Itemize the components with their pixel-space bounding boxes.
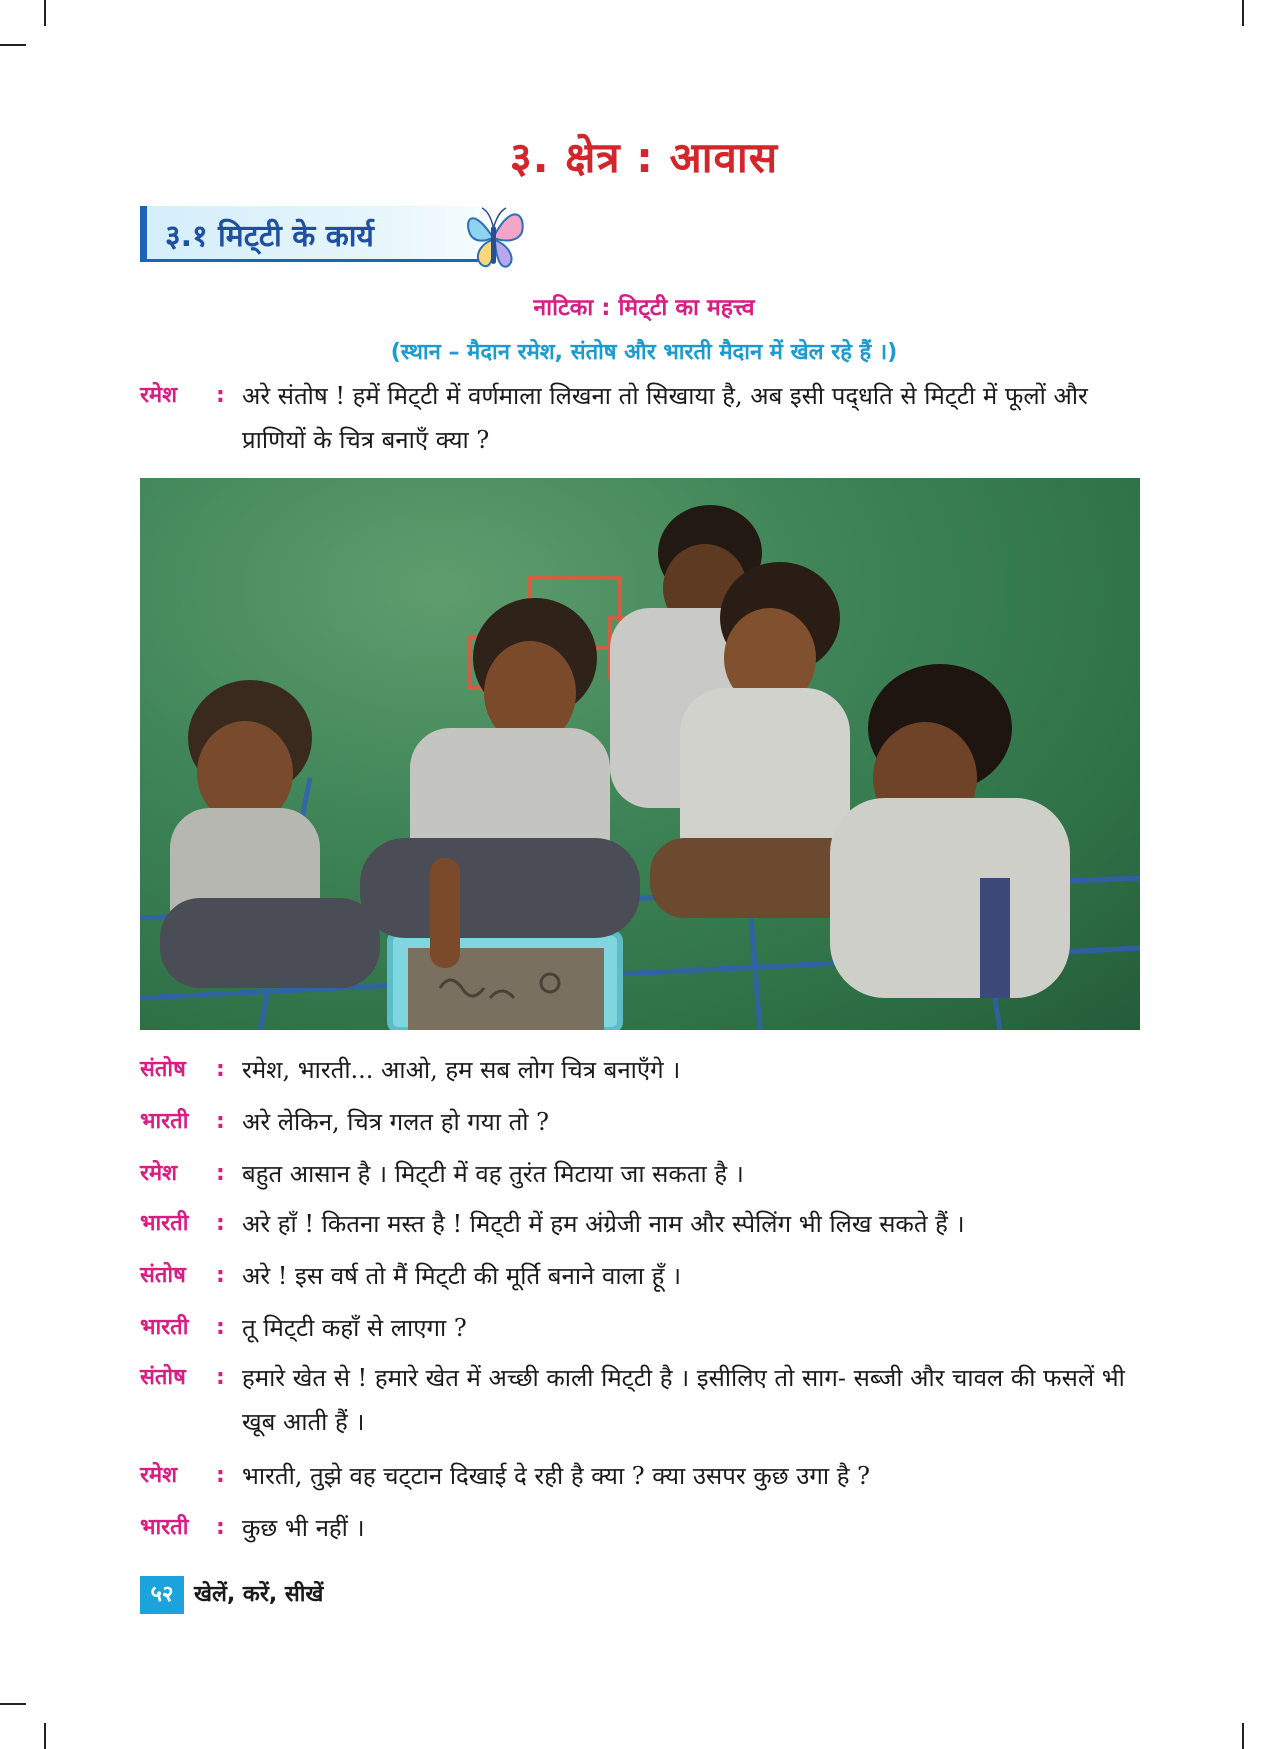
dialogue-line xyxy=(140,1048,1150,1092)
chapter-title: ३. क्षेत्र : आवास xyxy=(509,133,779,182)
crop-mark xyxy=(1242,1723,1244,1749)
speaker-colon: : xyxy=(216,1315,225,1340)
speaker-colon: : xyxy=(216,1057,225,1082)
speaker-name: भारती xyxy=(140,1315,189,1340)
dialogue-line xyxy=(140,374,1150,462)
dialogue-text: तू मिट्‌टी कहाँ से लाएगा ? xyxy=(242,1314,467,1342)
section-heading xyxy=(140,206,490,262)
dialogue-text: अरे ! इस वर्ष तो मैं मिट्‌टी की मूर्ति बनाने वाला हूँ । xyxy=(242,1262,682,1290)
speaker-name: भारती xyxy=(140,1109,189,1134)
speaker-colon: : xyxy=(216,1161,225,1186)
play-title: नाटिका : मिट्‌टी का महत्त्व xyxy=(533,295,755,321)
speaker-name: रमेश xyxy=(140,1161,178,1186)
speaker-colon: : xyxy=(216,1463,225,1488)
dialogue-line xyxy=(140,1202,1150,1246)
crop-mark xyxy=(0,1703,26,1705)
dialogue-text: अरे संतोष ! हमें मिट्‌टी में वर्णमाला लिखना तो सिखाया है, अब इसी पद्‌धति से मिट्‌टी में फूलों और प्राणियों के चित्र बनाएँ क्या ? xyxy=(242,382,1088,454)
speaker-colon: : xyxy=(216,1211,225,1236)
dialogue-line xyxy=(140,1254,1150,1298)
dialogue-text: हमारे खेत से ! हमारे खेत में अच्छी काली मिट्‌टी है । इसीलिए तो साग- सब्जी और चावल की फसलें भी खूब आती हैं । xyxy=(242,1364,1125,1436)
dialogue-line xyxy=(140,1100,1150,1144)
speaker-colon: : xyxy=(216,383,225,408)
dialogue-text: अरे हाँ ! कितना मस्त है ! मिट्‌टी में हम अंग्रेजी नाम और स्पेलिंग भी लिख सकते हैं । xyxy=(242,1210,965,1238)
speaker-name: भारती xyxy=(140,1515,189,1540)
speaker-colon: : xyxy=(216,1263,225,1288)
speaker-name: भारती xyxy=(140,1211,189,1236)
dialogue-text: अरे लेकिन, चित्र गलत हो गया तो ? xyxy=(242,1108,549,1136)
crop-mark xyxy=(0,44,26,46)
crop-mark xyxy=(44,1723,46,1749)
page-number: ५२ xyxy=(140,1576,184,1614)
dialogue-line xyxy=(140,1356,1150,1444)
book-title: खेलें, करें, सीखें xyxy=(194,1582,324,1607)
butterfly-icon xyxy=(462,196,528,274)
dialogue-text: बहुत आसान है । मिट्‌टी में वह तुरंत मिटाया जा सकता है । xyxy=(242,1160,744,1188)
dialogue-line xyxy=(140,1454,1150,1498)
crop-mark xyxy=(44,0,46,26)
dialogue-text: भारती, तुझे वह चट्‌टान दिखाई दे रही है क्या ? क्या उसपर कुछ उगा है ? xyxy=(242,1462,870,1490)
stage-direction: (स्थान – मैदान रमेश, संतोष और भारती मैदान में खेल रहे हैं ।) xyxy=(390,340,898,365)
speaker-name: संतोष xyxy=(140,1365,186,1390)
speaker-colon: : xyxy=(216,1109,225,1134)
children-playing-with-soil-photo xyxy=(140,478,1140,1030)
dialogue-text: रमेश, भारती... आओ, हम सब लोग चित्र बनाएँगे । xyxy=(242,1056,681,1084)
dialogue-line xyxy=(140,1152,1150,1196)
dialogue-text: कुछ भी नहीं । xyxy=(242,1514,365,1542)
photo-illustration xyxy=(140,478,1140,1030)
dialogue-line xyxy=(140,1306,1150,1350)
speaker-name: रमेश xyxy=(140,383,178,408)
speaker-name: संतोष xyxy=(140,1263,186,1288)
speaker-name: रमेश xyxy=(140,1463,178,1488)
speaker-name: संतोष xyxy=(140,1057,186,1082)
crop-mark xyxy=(1242,0,1244,26)
speaker-colon: : xyxy=(216,1515,225,1540)
dialogue-line xyxy=(140,1506,1150,1550)
section-title: ३.१ मिट्‌टी के कार्य xyxy=(165,219,374,254)
speaker-colon: : xyxy=(216,1365,225,1390)
